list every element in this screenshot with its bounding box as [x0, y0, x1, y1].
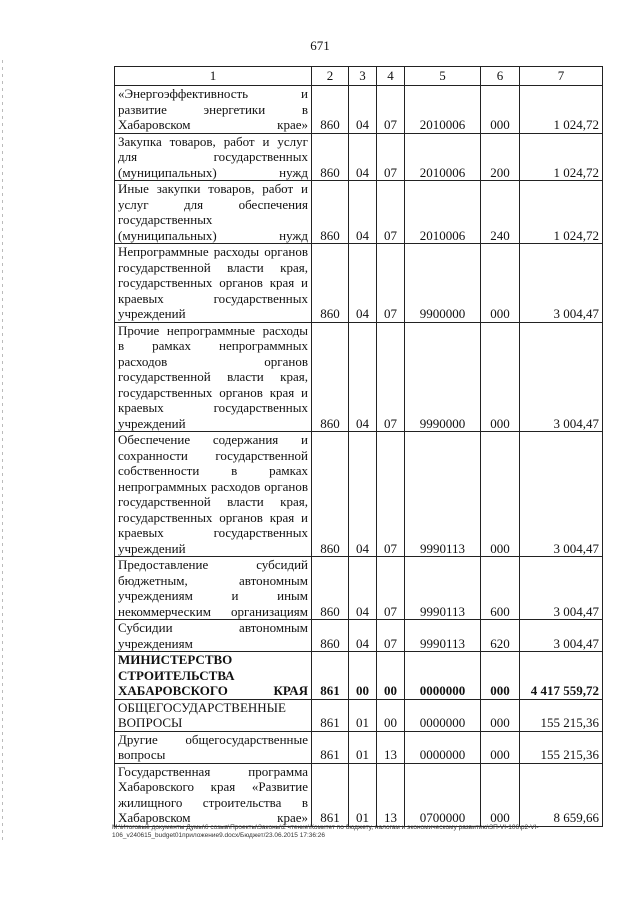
row-value-cell: 861 [312, 731, 349, 763]
row-value-cell: 04 [349, 620, 377, 652]
row-value-cell: 600 [481, 557, 520, 620]
row-value-cell: 07 [377, 133, 405, 181]
table-row [115, 557, 603, 620]
row-value-cell: 000 [481, 432, 520, 557]
row-value-cell: 3 004,47 [520, 557, 603, 620]
header-cell: 4 [377, 67, 405, 86]
row-value-cell: 04 [349, 322, 377, 432]
row-value-cell: 07 [377, 86, 405, 134]
row-value-cell: 3 004,47 [520, 620, 603, 652]
header-cell: 3 [349, 67, 377, 86]
table-row [115, 432, 603, 557]
table-row [115, 133, 603, 181]
row-name-cell: Прочие непрограммные расходы в рамках непрограммных расходов органов государственной власти края, государственных органов края и краевых государственных учреждений [115, 322, 312, 432]
row-value-cell: 860 [312, 244, 349, 323]
row-value-cell: 0000000 [405, 731, 481, 763]
page-number: 671 [310, 38, 330, 53]
row-name-cell: Обеспечение содержания и сохранности государственной собственности в рамках непрограммных расходов органов государственной власти края, государственных органов края и краевых государственных учреждений [115, 432, 312, 557]
table-row [115, 620, 603, 652]
row-value-cell: 860 [312, 557, 349, 620]
table-row [115, 322, 603, 432]
row-value-cell: 860 [312, 432, 349, 557]
row-value-cell: 155 215,36 [520, 699, 603, 731]
header-cell: 5 [405, 67, 481, 86]
row-value-cell: 07 [377, 181, 405, 244]
header-cell: 2 [312, 67, 349, 86]
row-value-cell: 620 [481, 620, 520, 652]
row-value-cell: 01 [349, 699, 377, 731]
row-value-cell: 000 [481, 731, 520, 763]
row-value-cell: 07 [377, 322, 405, 432]
row-value-cell: 000 [481, 699, 520, 731]
row-value-cell: 04 [349, 557, 377, 620]
table-row [115, 652, 603, 700]
row-value-cell: 860 [312, 181, 349, 244]
row-value-cell: 00 [377, 699, 405, 731]
row-value-cell: 155 215,36 [520, 731, 603, 763]
row-value-cell: 200 [481, 133, 520, 181]
table-row [115, 763, 603, 826]
row-value-cell: 9990113 [405, 620, 481, 652]
row-value-cell: 13 [377, 763, 405, 826]
row-value-cell: 000 [481, 763, 520, 826]
row-value-cell: 860 [312, 620, 349, 652]
row-value-cell: 4 417 559,72 [520, 652, 603, 700]
table-row [115, 86, 603, 134]
row-name-cell: Другие общегосударственные вопросы [115, 731, 312, 763]
row-name-cell: Непрограммные расходы органов государственной власти края, государственных органов края и краевых государственных учреждений [115, 244, 312, 323]
row-value-cell: 01 [349, 731, 377, 763]
row-value-cell: 861 [312, 652, 349, 700]
row-name-cell: Субсидии автономным учреждениям [115, 620, 312, 652]
row-name-cell: ОБЩЕГОСУДАРСТВЕННЫЕ ВОПРОСЫ [115, 699, 312, 731]
row-value-cell: 00 [349, 652, 377, 700]
row-value-cell: 04 [349, 432, 377, 557]
row-value-cell: 1 024,72 [520, 181, 603, 244]
row-value-cell: 860 [312, 133, 349, 181]
row-value-cell: 07 [377, 432, 405, 557]
row-value-cell: 01 [349, 763, 377, 826]
row-name-cell: Государственная программа Хабаровского края «Развитие жилищного строительства в Хабаровском крае» [115, 763, 312, 826]
row-value-cell: 240 [481, 181, 520, 244]
header-cell: 1 [115, 67, 312, 86]
row-value-cell: 000 [481, 322, 520, 432]
row-value-cell: 2010006 [405, 86, 481, 134]
row-value-cell: 04 [349, 181, 377, 244]
row-value-cell: 04 [349, 133, 377, 181]
row-value-cell: 3 004,47 [520, 322, 603, 432]
row-name-cell: МИНИСТЕРСТВО СТРОИТЕЛЬСТВА ХАБАРОВСКОГО КРАЯ [115, 652, 312, 700]
row-name-cell: Закупка товаров, работ и услуг для государственных (муниципальных) нужд [115, 133, 312, 181]
header-cell: 7 [520, 67, 603, 86]
row-value-cell: 0000000 [405, 652, 481, 700]
budget-table [114, 66, 603, 827]
row-value-cell: 861 [312, 763, 349, 826]
row-value-cell: 04 [349, 86, 377, 134]
row-value-cell: 1 024,72 [520, 133, 603, 181]
row-value-cell: 2010006 [405, 133, 481, 181]
row-value-cell: 9990113 [405, 557, 481, 620]
row-value-cell: 07 [377, 557, 405, 620]
row-value-cell: 3 004,47 [520, 432, 603, 557]
row-value-cell: 8 659,66 [520, 763, 603, 826]
scan-edge-artifact [2, 60, 3, 840]
table-row [115, 699, 603, 731]
row-value-cell: 000 [481, 652, 520, 700]
header-row [115, 67, 603, 86]
row-value-cell: 2010006 [405, 181, 481, 244]
table-row [115, 181, 603, 244]
table-row [115, 731, 603, 763]
row-name-cell: Иные закупки товаров, работ и услуг для обеспечения государственных (муниципальных) нужд [115, 181, 312, 244]
row-value-cell: 861 [312, 699, 349, 731]
row-value-cell: 07 [377, 620, 405, 652]
table-row [115, 244, 603, 323]
row-value-cell: 9990000 [405, 322, 481, 432]
row-value-cell: 860 [312, 86, 349, 134]
row-value-cell: 860 [312, 322, 349, 432]
row-value-cell: 0000000 [405, 699, 481, 731]
row-name-cell: Предоставление субсидий бюджетным, автономным учреждениям и иным некоммерческим организациям [115, 557, 312, 620]
row-value-cell: 1 024,72 [520, 86, 603, 134]
row-value-cell: 9900000 [405, 244, 481, 323]
row-value-cell: 0700000 [405, 763, 481, 826]
row-value-cell: 9990113 [405, 432, 481, 557]
header-cell: 6 [481, 67, 520, 86]
document-path-footer: M:\Итоговые документы Думы\6 созыв\Проекты\Законы\2 чтение\Комитет по бюджету, налогам и экономическому развитию\ЗП-VI-106\р2-VI-106_v240615_budget01приложение9.docx/Бюджет/23.06.2015 17:36:26 [112, 824, 539, 839]
row-value-cell: 04 [349, 244, 377, 323]
row-name-cell: «Энергоэффективность и развитие энергетики в Хабаровском крае» [115, 86, 312, 134]
row-value-cell: 07 [377, 244, 405, 323]
row-value-cell: 3 004,47 [520, 244, 603, 323]
row-value-cell: 13 [377, 731, 405, 763]
row-value-cell: 000 [481, 244, 520, 323]
row-value-cell: 000 [481, 86, 520, 134]
row-value-cell: 00 [377, 652, 405, 700]
